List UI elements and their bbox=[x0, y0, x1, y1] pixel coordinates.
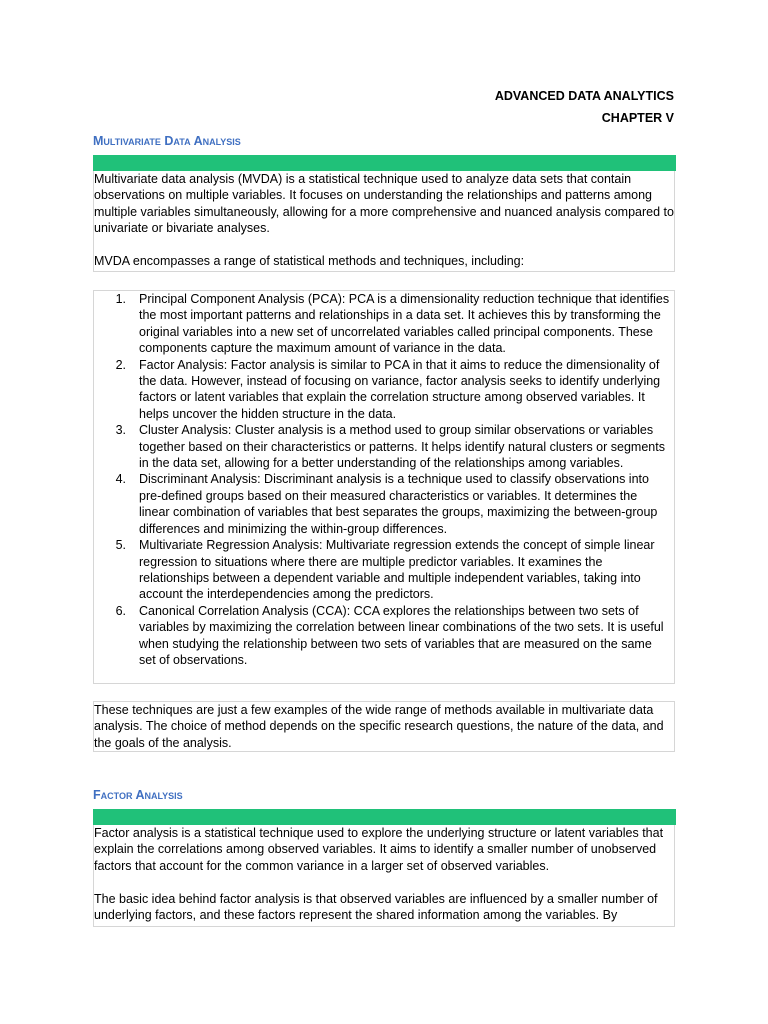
list-item bbox=[94, 291, 674, 357]
section-title-multivariate: Multivariate Data Analysis bbox=[93, 134, 241, 148]
list-item bbox=[94, 603, 674, 669]
list-item-text: Discriminant Analysis: Discriminant analysis is a technique used to classify observations into pre-defined groups based on their measured characteristics or variables. It determines the linear combination of variables that best separates the groups, maximizing the between-group differences and minimizing the within-group differences. bbox=[139, 472, 658, 536]
list-item bbox=[94, 422, 674, 471]
document-header-title: ADVANCED DATA ANALYTICS bbox=[494, 89, 674, 103]
section-accent-bar bbox=[93, 155, 676, 171]
factor-analysis-paragraph-1: Factor analysis is a statistical technique used to explore the underlying structure or latent variables that explain the correlations among observed variables. It aims to identify a smaller number of unobserved factors that account for the common variance in a larger set of observed variables. bbox=[94, 826, 664, 873]
list-item-number: 2. bbox=[115, 357, 126, 372]
techniques-list-box bbox=[93, 290, 675, 684]
list-item bbox=[94, 357, 674, 423]
list-item-number: 5. bbox=[115, 538, 126, 553]
closing-text-box bbox=[93, 701, 675, 752]
list-item-text: Canonical Correlation Analysis (CCA): CCA explores the relationships between two sets of variables by maximizing the correlation between linear combinations of the two sets. It is useful when studying the relationship between two sets of variables that are measured on the same set of observations. bbox=[139, 603, 664, 667]
closing-paragraph: These techniques are just a few examples of the wide range of methods available in multivariate data analysis. The choice of method depends on the specific research questions, the nature of the data, and the goals of the analysis. bbox=[94, 703, 664, 750]
list-item-text: Cluster Analysis: Cluster analysis is a method used to group similar observations or variables together based on their characteristics or patterns. It helps identify natural clusters or segments in the data set, allowing for a better understanding of the relationships among variables. bbox=[139, 423, 665, 471]
intro-lead-paragraph: MVDA encompasses a range of statistical methods and techniques, including: bbox=[94, 254, 525, 269]
section-accent-bar bbox=[93, 809, 676, 825]
list-item bbox=[94, 471, 674, 537]
list-item-number: 4. bbox=[115, 472, 126, 487]
list-item-text: Multivariate Regression Analysis: Multivariate regression extends the concept of simple linear regression to situations where there are multiple predictor variables. It examines the relationships between a dependent variable and multiple independent variables, taking into account the interdependencies among the predictors. bbox=[139, 538, 655, 602]
list-item bbox=[94, 537, 674, 603]
list-item-number: 6. bbox=[115, 603, 126, 618]
list-item-number: 3. bbox=[115, 423, 126, 438]
list-item-text: Factor Analysis: Factor analysis is similar to PCA in that it aims to reduce the dimensionality of the data. However, instead of focusing on variance, factor analysis seeks to identify underlying factors or latent variables that explain the correlation structure among observed variables. It helps uncover the hidden structure in the data. bbox=[139, 357, 661, 421]
techniques-list bbox=[94, 291, 674, 668]
factor-analysis-text-box bbox=[93, 825, 675, 927]
chapter-label: CHAPTER V bbox=[601, 111, 674, 125]
list-item-text: Principal Component Analysis (PCA): PCA is a dimensionality reduction technique that identifies the most important patterns and relationships in a data set. It achieves this by transforming the original variables into a new set of uncorrelated variables called principal components. These components capture the maximum amount of variance in the data. bbox=[139, 292, 670, 356]
factor-analysis-paragraph-2: The basic idea behind factor analysis is that observed variables are influenced by a smaller number of underlying factors, and these factors represent the shared information among the variables. By bbox=[94, 891, 658, 923]
intro-paragraph: Multivariate data analysis (MVDA) is a statistical technique used to analyze data sets that contain observations on multiple variables. It focuses on understanding the relationships and patterns among multiple variables simultaneously, allowing for a more comprehensive and nuanced analysis compared to univariate or bivariate analyses. bbox=[94, 172, 674, 236]
section-title-factor-analysis: Factor Analysis bbox=[93, 788, 183, 802]
intro-text-box bbox=[93, 171, 675, 272]
list-item-number: 1. bbox=[115, 292, 126, 306]
